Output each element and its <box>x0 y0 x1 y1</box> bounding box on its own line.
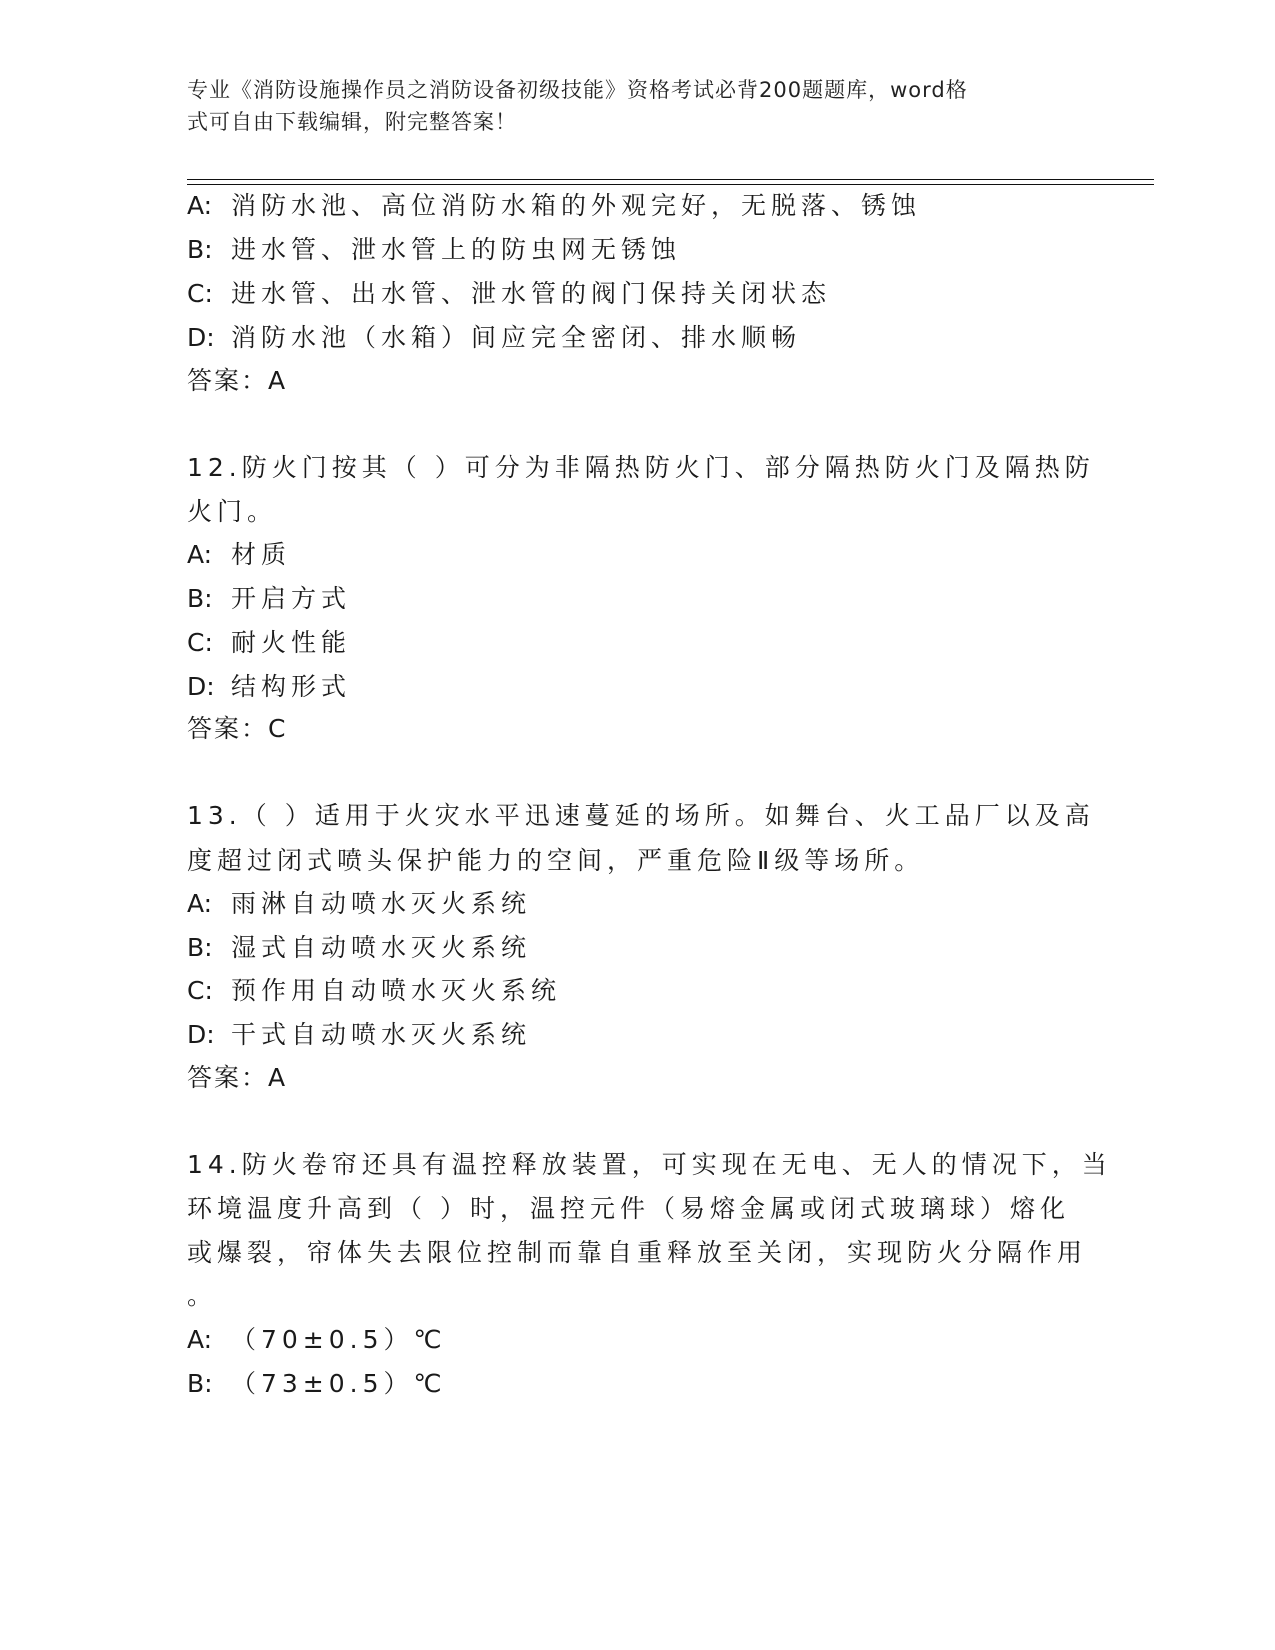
q12-option-a <box>187 539 291 571</box>
option-label: D: <box>187 323 215 352</box>
option-text: 预作用自动喷水灭火系统 <box>231 976 562 1005</box>
option-text: 进水管、出水管、泄水管的阀门保持关闭状态 <box>231 279 832 308</box>
q13-option-c <box>187 975 561 1007</box>
q11-answer: 答案：A <box>187 366 288 395</box>
option-label: D: <box>187 1020 215 1049</box>
option-text: 雨淋自动喷水灭火系统 <box>231 889 532 918</box>
option-label: C: <box>187 628 213 657</box>
option-label: A: <box>187 1325 213 1354</box>
header-divider-top <box>187 179 1154 180</box>
q12-option-b <box>187 583 351 615</box>
q14-option-b <box>187 1368 447 1400</box>
q13-stem-line-1: 13.（ ）适用于火灾水平迅速蔓延的场所。如舞台、火工品厂以及高 <box>187 801 1095 830</box>
option-label: B: <box>187 584 213 613</box>
option-label: A: <box>187 191 213 220</box>
q14-stem-line-1: 14.防火卷帘还具有温控释放装置，可实现在无电、无人的情况下，当 <box>187 1150 1112 1179</box>
q12-option-d <box>187 671 351 703</box>
q11-option-d <box>187 322 801 354</box>
q12-stem-line-1: 12.防火门按其（ ）可分为非隔热防火门、部分隔热防火门及隔热防 <box>187 453 1095 482</box>
q11-option-a <box>187 190 921 222</box>
header-divider-bottom <box>187 184 1154 185</box>
option-text: 耐火性能 <box>231 628 352 657</box>
option-text: 湿式自动喷水灭火系统 <box>231 933 532 962</box>
option-label: A: <box>187 540 213 569</box>
option-label: C: <box>187 279 213 308</box>
q12-answer: 答案：C <box>187 714 288 743</box>
q13-option-d <box>187 1019 531 1051</box>
option-text: （70±0.5）℃ <box>231 1325 447 1354</box>
document-header <box>187 74 1067 138</box>
q14-stem-line-2: 环境温度升高到（ ）时，温控元件（易熔金属或闭式玻璃球）熔化 <box>187 1194 1070 1223</box>
q14-option-a <box>187 1324 447 1356</box>
option-text: 干式自动喷水灭火系统 <box>231 1020 532 1049</box>
header-line-2: 式可自由下载编辑，附完整答案！ <box>187 110 517 134</box>
q12-option-c <box>187 627 351 659</box>
option-label: B: <box>187 1369 213 1398</box>
q13-stem-line-2: 度超过闭式喷头保护能力的空间，严重危险Ⅱ级等场所。 <box>187 846 925 875</box>
option-label: B: <box>187 933 213 962</box>
q11-option-c <box>187 278 831 310</box>
option-text: 消防水池、高位消防水箱的外观完好，无脱落、锈蚀 <box>231 191 922 220</box>
option-text: 材质 <box>231 540 292 569</box>
header-line-1: 专业《消防设施操作员之消防设备初级技能》资格考试必背200题题库，word格 <box>187 78 968 102</box>
option-text: 消防水池（水箱）间应完全密闭、排水顺畅 <box>231 323 802 352</box>
q12-stem-line-2: 火门。 <box>187 497 278 526</box>
option-label: C: <box>187 976 213 1005</box>
option-text: 结构形式 <box>231 672 352 701</box>
option-label: A: <box>187 889 213 918</box>
option-text: （73±0.5）℃ <box>231 1369 447 1398</box>
option-text: 开启方式 <box>231 584 352 613</box>
q13-option-b <box>187 932 531 964</box>
option-label: B: <box>187 235 213 264</box>
q13-option-a <box>187 888 531 920</box>
option-label: D: <box>187 672 215 701</box>
q13-answer: 答案：A <box>187 1063 288 1092</box>
q14-stem-line-3: 或爆裂，帘体失去限位控制而靠自重释放至关闭，实现防火分隔作用 <box>187 1238 1088 1267</box>
q14-stem-line-4: 。 <box>187 1281 218 1310</box>
option-text: 进水管、泄水管上的防虫网无锈蚀 <box>231 235 682 264</box>
q11-option-b <box>187 234 681 266</box>
